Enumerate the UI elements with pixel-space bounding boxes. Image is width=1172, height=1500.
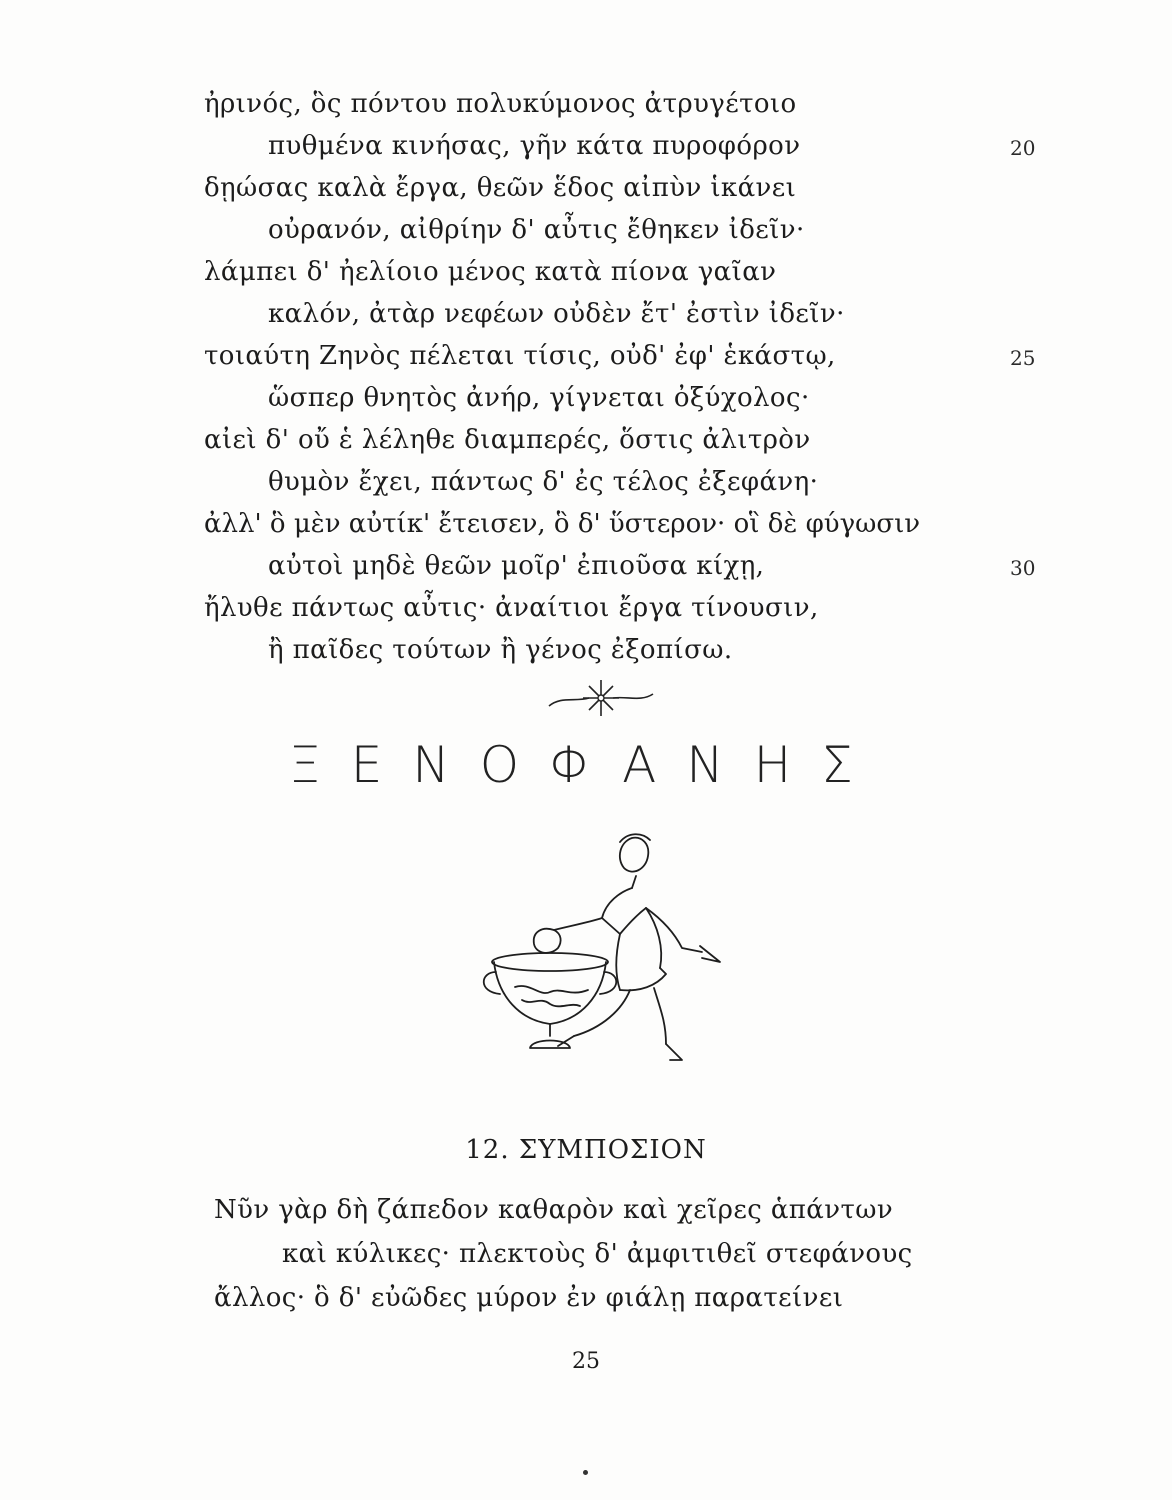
verse-line: Νῦν γὰρ δὴ ζάπεδον καθαρὸν καὶ χεῖρες ἁπάντων bbox=[214, 1195, 894, 1225]
verse-line: ὥσπερ θνητὸς ἀνήρ, γίγνεται ὀξύχολος· bbox=[268, 383, 810, 413]
section-title: 12. ΣΥΜΠΟΣΙΟΝ bbox=[465, 1135, 707, 1165]
verse-line: ἠρινός, ὃς πόντου πολυκύμονος ἀτρυγέτοιο bbox=[204, 89, 797, 119]
verse-line: πυθμένα κινήσας, γῆν κάτα πυροφόρον bbox=[268, 131, 801, 161]
line-number: 20 bbox=[1010, 136, 1036, 160]
verse-line: καὶ κύλικες· πλεκτοὺς δ' ἀμφιτιθεῖ στεφάνους bbox=[282, 1239, 913, 1269]
line-number: 30 bbox=[1010, 556, 1036, 580]
verse-line: τοιαύτη Ζηνὸς πέλεται τίσις, οὐδ' ἐφ' ἑκάστῳ, bbox=[204, 341, 836, 371]
verse-line: αἰεὶ δ' οὔ ἑ λέληθε διαμπερές, ὅστις ἀλιτρὸν bbox=[204, 425, 811, 455]
verse-line: θυμὸν ἔχει, πάντως δ' ἐς τέλος ἐξεφάνη· bbox=[268, 467, 819, 497]
line-number: 25 bbox=[1010, 346, 1036, 370]
verse-line: ἢ παῖδες τούτων ἢ γένος ἐξοπίσω. bbox=[268, 635, 733, 665]
verse-line: καλόν, ἀτὰρ νεφέων οὐδὲν ἔτ' ἐστὶν ἰδεῖν· bbox=[268, 299, 845, 329]
page-number: 25 bbox=[572, 1349, 600, 1374]
verse-line: λάμπει δ' ἠελίοιο μένος κατὰ πίονα γαῖαν bbox=[204, 257, 777, 287]
verse-line: ἀλλ' ὃ μὲν αὐτίκ' ἔτεισεν, ὃ δ' ὕστερον· οἳ δὲ φύγωσιν bbox=[204, 509, 921, 539]
star-flourish-icon bbox=[545, 672, 657, 722]
verse-line: αὐτοὶ μηδὲ θεῶν μοῖρ' ἐπιοῦσα κίχῃ, bbox=[268, 551, 765, 581]
page-mark bbox=[583, 1470, 588, 1475]
verse-line: οὐρανόν, αἰθρίην δ' αὖτις ἔθηκεν ἰδεῖν· bbox=[268, 215, 805, 245]
verse-line: ἄλλος· ὃ δ' εὐῶδες μύρον ἐν φιάλῃ παρατείνει bbox=[214, 1283, 844, 1313]
verse-line: δῃώσας καλὰ ἔργα, θεῶν ἕδος αἰπὺν ἱκάνει bbox=[204, 173, 797, 203]
author-name: ΞΕΝΟΦΑΝΗΣ bbox=[289, 736, 883, 794]
youth-with-krater-icon bbox=[470, 822, 770, 1082]
verse-line: ἤλυθε πάντως αὖτις· ἀναίτιοι ἔργα τίνουσιν, bbox=[204, 593, 819, 623]
